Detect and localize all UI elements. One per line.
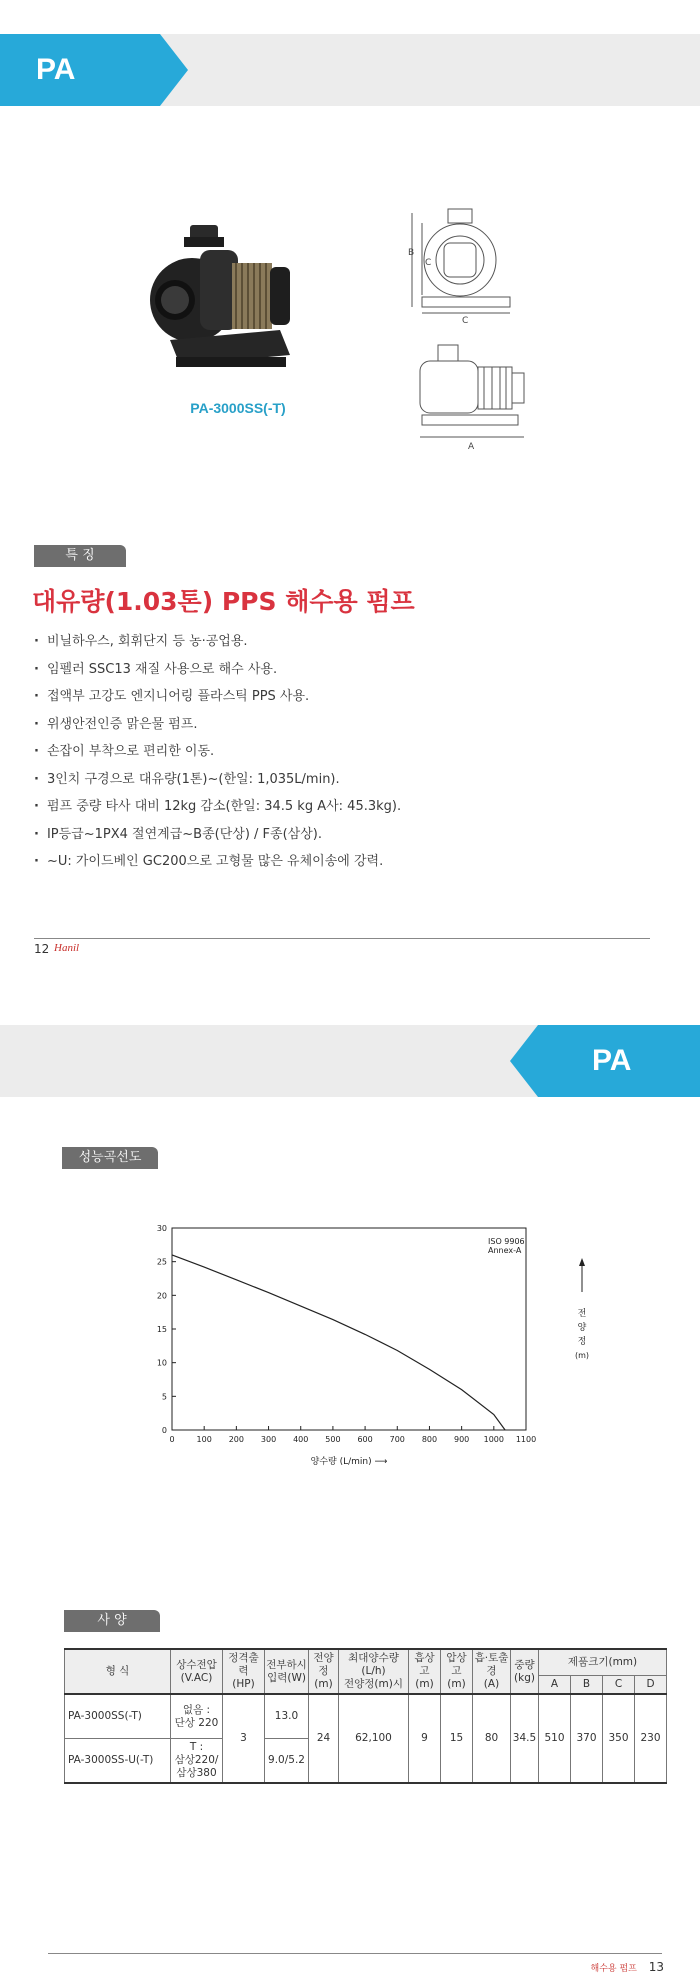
front-view-drawing — [408, 205, 538, 325]
header-input: 전부하시 입력(W) — [265, 1649, 309, 1694]
cell-total-head: 24 — [309, 1694, 339, 1783]
dim-b-label: B — [408, 248, 415, 258]
feature-item: · 3인치 구경으로 대유량(1톤)~(한일: 1,035L/min). — [34, 768, 401, 796]
feature-item: · 임펠러 SSC13 재질 사용으로 해수 사용. — [34, 658, 401, 686]
feature-item: · 접액부 고강도 엔지니어링 플라스틱 PPS 사용. — [34, 685, 401, 713]
cell-push: 15 — [441, 1694, 473, 1783]
x-tick-label: 0 — [169, 1435, 175, 1444]
header-size-d: D — [635, 1675, 667, 1694]
y-tick-label: 15 — [156, 1325, 167, 1334]
y-axis-label-char: 정 — [577, 1337, 587, 1347]
feature-item: · IP등급~1PX4 절연계급~B종(단상) / F종(삼상). — [34, 823, 401, 851]
header-bore: 흡·토출경 (A) — [473, 1649, 511, 1694]
cell-input: 13.0 — [265, 1694, 309, 1738]
cell-voltage: T : 삼상220/ 삼상380 — [171, 1738, 223, 1783]
curve-series — [172, 1255, 505, 1430]
x-tick-label: 900 — [453, 1435, 470, 1444]
cell-size-c: 350 — [603, 1694, 635, 1783]
y-tick-label: 10 — [156, 1358, 167, 1368]
y-axis-label-char: 전 — [577, 1309, 587, 1319]
header-total-head: 전양정 (m) — [309, 1649, 339, 1694]
tab-label-top: PA — [36, 53, 76, 86]
x-tick-label: 600 — [357, 1435, 373, 1444]
tab-label-bottom: PA — [592, 1044, 632, 1077]
cell-suction: 9 — [409, 1694, 441, 1783]
product-name: PA-3000SS(-T) — [190, 400, 286, 416]
dim-c-side-label: C — [425, 258, 432, 268]
performance-curve-label: 성능곡선도 — [62, 1147, 158, 1169]
y-tick-label: 0 — [161, 1426, 167, 1435]
y-tick-label: 30 — [156, 1224, 167, 1233]
table-row — [65, 1694, 667, 1738]
page-number-right: 13 — [648, 1960, 664, 1974]
header-size-a: A — [539, 1675, 571, 1694]
headline: 대유량(1.03톤) PPS 해수용 펌프 — [32, 587, 415, 616]
page-number-left: 12 — [34, 942, 50, 956]
x-tick-label: 1000 — [483, 1435, 504, 1444]
feature-item: · ~U: 가이드베인 GC200으로 고형물 많은 유체이송에 강력. — [34, 850, 401, 878]
y-tick-label: 25 — [156, 1257, 167, 1267]
cell-bore: 80 — [473, 1694, 511, 1783]
x-tick-label: 200 — [228, 1435, 245, 1444]
side-view-drawing — [408, 335, 538, 455]
cell-model: PA-3000SS(-T) — [65, 1694, 171, 1738]
x-axis-label: 양수량 (L/min) ⟶ — [310, 1457, 388, 1467]
x-tick-label: 100 — [196, 1435, 212, 1444]
cell-size-a: 510 — [539, 1694, 571, 1783]
feature-item: · 위생안전인증 맑은물 펌프. — [34, 713, 401, 741]
y-axis-arrowhead — [579, 1258, 585, 1266]
x-tick-label: 700 — [389, 1435, 405, 1444]
footer-right — [591, 1960, 664, 1974]
header-suction: 흡상고 (m) — [409, 1649, 441, 1694]
dim-a-label: A — [468, 442, 475, 452]
header-voltage: 상수전압 (V.AC) — [171, 1649, 223, 1694]
cell-output: 3 — [223, 1694, 265, 1783]
header-size: 제품크기(mm) — [539, 1649, 667, 1675]
cell-model: PA-3000SS-U(-T) — [65, 1738, 171, 1783]
header-output: 정격출력 (HP) — [223, 1649, 265, 1694]
cell-size-d: 230 — [635, 1694, 667, 1783]
pump-photo — [140, 215, 300, 395]
y-axis-label-char: 양 — [577, 1323, 587, 1333]
footer-divider-left — [34, 938, 650, 939]
feature-item: · 손잡이 부착으로 편리한 이동. — [34, 740, 401, 768]
chart-annotation-line1: ISO 9906 — [488, 1237, 525, 1246]
feature-list — [34, 630, 401, 878]
feature-item: · 비닐하우스, 회휘단지 등 농·공업용. — [34, 630, 401, 658]
dim-c-label: C — [462, 316, 469, 325]
y-tick-label: 5 — [161, 1392, 167, 1402]
cell-weight: 34.5 — [511, 1694, 539, 1783]
cell-size-b: 370 — [571, 1694, 603, 1783]
header-model: 형 식 — [65, 1649, 171, 1694]
spec-label: 사 양 — [64, 1610, 160, 1632]
x-tick-label: 300 — [260, 1435, 277, 1444]
section-tab-top — [0, 34, 188, 106]
footer-category: 해수용 펌프 — [590, 1964, 637, 1974]
brand-logo: Hanil — [54, 942, 80, 954]
header-push: 압상고 (m) — [441, 1649, 473, 1694]
y-tick-label: 20 — [156, 1291, 167, 1301]
x-tick-label: 1100 — [515, 1435, 537, 1444]
x-tick-label: 500 — [325, 1435, 341, 1444]
x-tick-label: 800 — [421, 1435, 438, 1444]
performance-chart — [140, 1220, 610, 1470]
plot-frame — [172, 1228, 526, 1430]
header-size-b: B — [571, 1675, 603, 1694]
cell-input: 9.0/5.2 — [265, 1738, 309, 1783]
chart-annotation-line2: Annex-A — [488, 1246, 522, 1255]
header-size-c: C — [603, 1675, 635, 1694]
header-weight: 중량 (kg) — [511, 1649, 539, 1694]
spec-table — [64, 1648, 667, 1784]
footer-divider-right — [48, 1953, 662, 1954]
feature-item: · 펌프 중량 타사 대비 12kg 감소(한일: 34.5 kg A사: 45.3kg). — [34, 795, 401, 823]
section-tab-bottom — [510, 1025, 700, 1097]
features-label: 특 징 — [34, 545, 126, 567]
cell-max-flow: 62,100 — [339, 1694, 409, 1783]
cell-voltage: 없음 : 단상 220 — [171, 1694, 223, 1738]
x-tick-label: 400 — [293, 1435, 309, 1444]
header-max-flow: 최대양수량(L/h) 전양정(m)시 — [339, 1649, 409, 1694]
tab-shape-top — [0, 34, 188, 106]
y-axis-label-char: (m) — [574, 1351, 590, 1360]
